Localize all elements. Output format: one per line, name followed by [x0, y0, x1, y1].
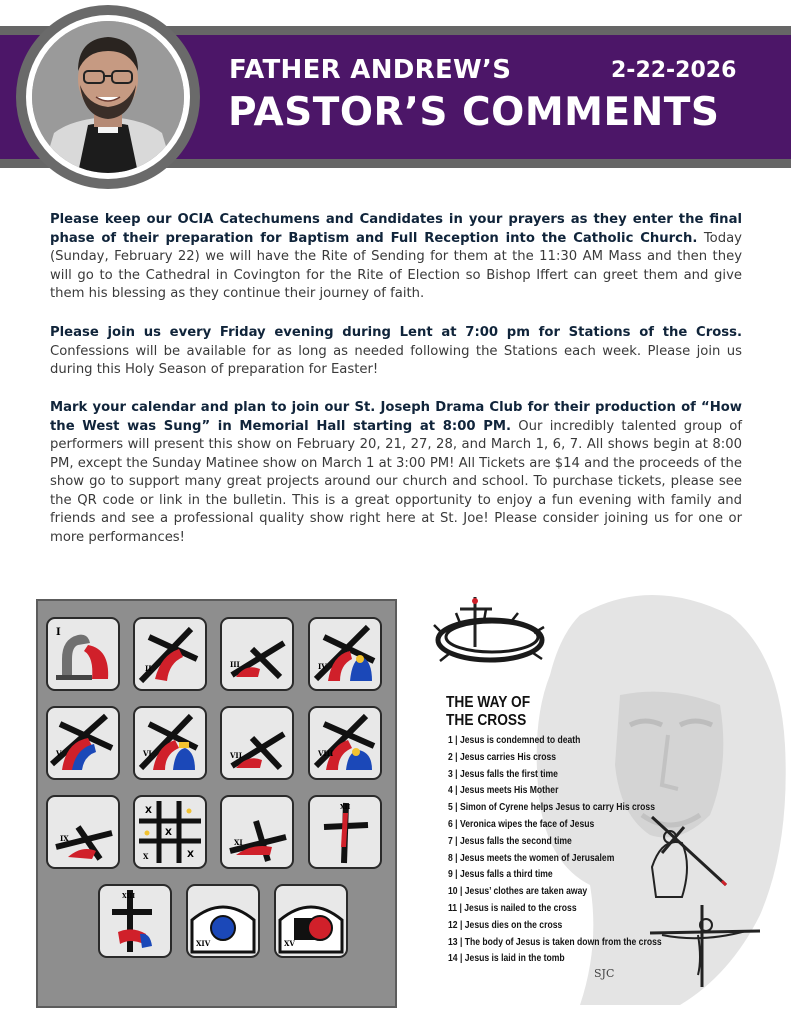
station-15-icon — [276, 886, 346, 956]
station-11-icon — [222, 797, 292, 867]
svg-text:X: X — [165, 828, 172, 838]
station-numeral: XIV — [196, 939, 211, 948]
priest-portrait-icon — [32, 21, 184, 173]
station-4-icon — [310, 619, 380, 689]
paragraph-stations-body: Confessions will be available for as long as needed following the Stations each week. Please join us during this Holy Season of preparation for Easter! — [50, 343, 742, 377]
station-tile — [274, 884, 348, 958]
station-tile — [133, 706, 207, 780]
station-tile — [220, 617, 294, 691]
header-name: FATHER ANDREW’S — [229, 55, 512, 85]
station-numeral: I — [56, 627, 61, 638]
station-tile — [133, 795, 207, 869]
paragraph-drama-club — [50, 399, 742, 547]
station-numeral: XV — [284, 939, 295, 948]
way-of-cross-title-line2: THE CROSS — [446, 712, 527, 729]
list-item: 10 | Jesus’ clothes are taken away — [448, 886, 588, 898]
list-item: 8 | Jesus meets the women of Jerusalem — [448, 852, 615, 864]
list-item: 5 | Simon of Cyrene helps Jesus to carry His cross — [448, 802, 655, 814]
station-2-icon — [135, 619, 205, 689]
list-item: 7 | Jesus falls the second time — [448, 835, 572, 847]
station-tile — [46, 617, 120, 691]
stations-list — [448, 733, 696, 968]
station-tile — [308, 706, 382, 780]
station-tile — [46, 706, 120, 780]
crown-of-thorns-icon — [434, 609, 544, 661]
station-12-icon — [310, 797, 380, 867]
paragraph-stations-lead: Please join us every Friday evening during Lent at 7:00 pm for Stations of the Cross. — [50, 325, 742, 340]
station-tile — [186, 884, 260, 958]
station-numeral: XII — [340, 804, 351, 811]
list-item: 9 | Jesus falls a third time — [448, 869, 553, 881]
station-numeral: II — [145, 664, 152, 673]
list-item: 4 | Jesus meets His Mother — [448, 785, 559, 797]
station-tile — [220, 706, 294, 780]
paragraph-ocia-body: Today (Sunday, February 22) we will have the Rite of Sending for them at the 11:30 AM Mass and then they will go to the Cathedral in Covington for the Rite of Election so Bishop Iffert can greet them and give them his blessing as they continue their journey of faith. — [50, 230, 742, 301]
station-numeral: V — [56, 749, 62, 758]
paragraph-drama-lead: Mark your calendar and plan to join our St. Joseph Drama Club for their production of “How the West was Sung” in Memorial Hall starting at 8:00 PM. — [50, 400, 742, 434]
svg-text:X: X — [187, 850, 194, 860]
station-numeral: IX — [60, 834, 69, 843]
station-tile — [220, 795, 294, 869]
artist-signature: SJC — [594, 967, 615, 980]
station-numeral: VI — [143, 749, 152, 758]
list-item: 2 | Jesus carries His cross — [448, 751, 557, 763]
station-6-icon — [135, 708, 205, 778]
stations-tile-panel — [36, 599, 397, 1008]
station-7-icon — [222, 708, 292, 778]
station-5-icon — [48, 708, 118, 778]
station-numeral: IV — [318, 662, 327, 671]
station-13-icon — [100, 886, 170, 956]
list-item: 3 | Jesus falls the first time — [448, 768, 558, 780]
station-14-icon — [188, 886, 258, 956]
list-item: 13 | The body of Jesus is taken down from the cross — [448, 936, 662, 948]
paragraph-ocia — [50, 211, 742, 304]
station-tile — [308, 795, 382, 869]
list-item: 12 | Jesus dies on the cross — [448, 919, 563, 931]
station-tile — [98, 884, 172, 958]
list-item: 14 | Jesus is laid in the tomb — [448, 953, 565, 965]
paragraph-ocia-lead: Please keep our OCIA Catechumens and Candidates in your prayers as they enter the final phase of their preparation for Baptism and Full Reception into the Catholic Church. — [50, 212, 742, 246]
station-numeral: X — [143, 852, 149, 861]
station-numeral: VII — [230, 751, 242, 760]
station-10-icon — [135, 797, 205, 867]
station-3-icon — [222, 619, 292, 689]
station-tile — [133, 617, 207, 691]
list-item: 11 | Jesus is nailed to the cross — [448, 902, 577, 914]
station-1-icon — [48, 619, 118, 689]
station-tile — [46, 795, 120, 869]
way-of-cross-title-line1: THE WAY OF — [446, 694, 531, 711]
station-tile — [308, 617, 382, 691]
station-numeral: XIII — [122, 893, 136, 900]
station-9-icon — [48, 797, 118, 867]
station-numeral: XI — [234, 838, 243, 847]
header-date: 2-22-2026 — [611, 58, 737, 83]
station-numeral: VIII — [318, 749, 334, 758]
station-8-icon — [310, 708, 380, 778]
paragraph-drama-body: Our incredibly talented group of performers will present this show on February 20, 21, 27, 28, and March 1, 6, 7. All shows begin at 8:00 PM, except the Sunday Matinee show on March 1 at 3:00 PM! All Tickets are $14 and the proceeds of the show go to support many great projects around our church and school. To purchase tickets, please see the QR code or link in the bulletin. This is a great opportunity to enjoy a fun evening with family and friends and see a professional quality show right here at St. Joe! Please consider joining us for one or more performances! — [50, 418, 742, 545]
station-numeral: III — [230, 660, 240, 669]
paragraph-stations — [50, 324, 742, 380]
page-title: PASTOR’S COMMENTS — [228, 90, 720, 135]
svg-text:X: X — [145, 806, 152, 816]
list-item: 1 | Jesus is condemned to death — [448, 735, 581, 746]
list-item: 6 | Veronica wipes the face of Jesus — [448, 818, 595, 830]
way-of-cross-title — [446, 694, 530, 730]
